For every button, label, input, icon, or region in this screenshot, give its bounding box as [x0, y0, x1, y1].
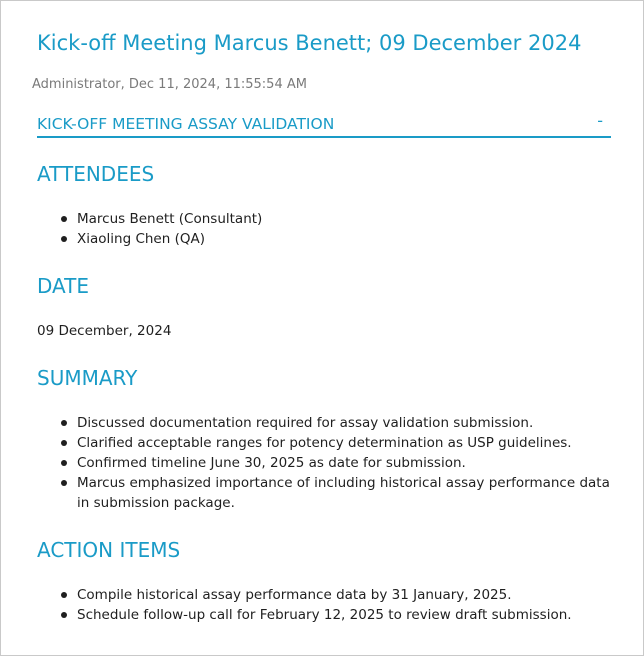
collapsible-panel-header[interactable] — [37, 112, 611, 138]
list-item: Marcus emphasized importance of including historical assay performance data in submission package. — [77, 473, 617, 513]
page-title: Kick-off Meeting Marcus Benett; 09 December 2024 — [37, 31, 582, 55]
date-heading: DATE — [37, 274, 90, 298]
summary-list — [77, 413, 617, 513]
panel-title: KICK-OFF MEETING ASSAY VALIDATION — [37, 115, 335, 133]
attendees-list — [77, 209, 617, 249]
list-item: Xiaoling Chen (QA) — [77, 229, 617, 249]
attendees-heading: ATTENDEES — [37, 162, 155, 186]
list-item: Compile historical assay performance data by 31 January, 2025. — [77, 585, 617, 605]
collapse-toggle-icon[interactable]: - — [597, 111, 603, 130]
action-items-heading: ACTION ITEMS — [37, 538, 181, 562]
list-item: Clarified acceptable ranges for potency determination as USP guidelines. — [77, 433, 617, 453]
list-item: Confirmed timeline June 30, 2025 as date for submission. — [77, 453, 617, 473]
author-timestamp: Administrator, Dec 11, 2024, 11:55:54 AM — [32, 77, 307, 92]
summary-heading: SUMMARY — [37, 366, 138, 390]
action-items-list — [77, 585, 617, 625]
list-item: Discussed documentation required for assay validation submission. — [77, 413, 617, 433]
date-value: 09 December, 2024 — [37, 323, 172, 339]
list-item: Marcus Benett (Consultant) — [77, 209, 617, 229]
list-item: Schedule follow-up call for February 12, 2025 to review draft submission. — [77, 605, 617, 625]
